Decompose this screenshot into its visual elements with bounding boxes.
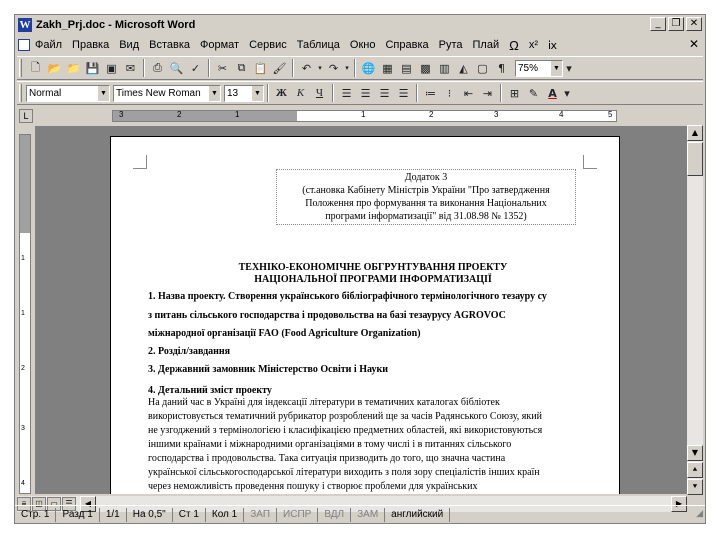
body-line: господарства і продовольства. Така ситуація призводить до того, що значна частина (148, 453, 506, 464)
zoom-combo[interactable] (515, 60, 563, 77)
doc-close-icon[interactable]: ✕ (688, 37, 699, 51)
menu-tools[interactable]: Сервис (249, 39, 287, 51)
zoom-dropdown-icon[interactable]: ▼ (550, 61, 562, 76)
status-page: Стр. 1 (15, 508, 56, 522)
prev-page-icon[interactable]: ⯅ (687, 462, 703, 478)
menu-help[interactable]: Справка (385, 39, 429, 51)
body-line: На даний час в Україні для індексації літератури в тематичних каталогах бібліотек (148, 397, 500, 408)
new-doc-icon[interactable]: 🗋 (31, 60, 40, 74)
status-ext[interactable]: ВДЛ (318, 508, 351, 522)
spelling-icon[interactable]: ✓ (190, 61, 201, 75)
menu-window[interactable]: Окно (349, 39, 376, 51)
document-page[interactable] (110, 136, 620, 494)
redo-icon[interactable]: ↷ (328, 61, 339, 75)
window-title: Zakh_Prj.doc - Microsoft Word (36, 18, 196, 31)
horizontal-ruler[interactable]: 3 2 1 1 2 3 4 5 (112, 110, 617, 122)
addendum-box (276, 169, 576, 225)
superscript-button[interactable]: x² (528, 39, 538, 51)
underline-icon[interactable]: Ч (315, 87, 324, 99)
copy-icon[interactable]: ⧉ (237, 61, 246, 74)
redo-dropdown-icon[interactable]: ▾ (345, 64, 349, 72)
status-rec[interactable]: ЗАП (244, 508, 277, 522)
body-line: іншими країнами і міжнародними організаціями в тому числі і в питаннях сільського (148, 439, 512, 450)
menu-view[interactable]: Вид (119, 39, 140, 51)
status-line: Ст 1 (173, 508, 206, 522)
zoom-value: 75% (518, 62, 539, 74)
web-view-icon[interactable]: ◫ (32, 497, 46, 511)
print-layout-icon[interactable]: ▭ (47, 497, 61, 511)
toolbar-grip[interactable] (19, 59, 22, 77)
toolbar-options-icon[interactable]: ▾ (564, 86, 570, 100)
email-icon[interactable]: ✉ (125, 61, 136, 75)
font-dropdown-icon[interactable]: ▼ (208, 86, 220, 101)
open-icon[interactable]: 📁 (66, 61, 81, 75)
increase-indent-icon[interactable]: ⇥ (482, 86, 493, 100)
vertical-ruler[interactable]: 1 1 2 3 4 (19, 134, 31, 494)
menu-format[interactable]: Формат (200, 39, 240, 51)
status-trk[interactable]: ИСПР (277, 508, 318, 522)
addendum-line-3: Положення про формування та виконання Національних (305, 198, 547, 209)
body-line: використовується тематичний рубрикатор розроблений ще за часів Радянського Союзу, який (148, 411, 542, 422)
drawing-icon[interactable]: ◭ (459, 61, 468, 75)
print-icon[interactable]: ⎙ (153, 61, 162, 74)
numbering-icon[interactable]: ≔ (425, 86, 436, 100)
restore-button[interactable]: ❐ (668, 17, 684, 31)
menu-file[interactable]: Файл (35, 39, 63, 51)
menu-plai[interactable]: Плай (472, 39, 500, 51)
addendum-line-2: (ст.ановка Кабінету Міністрів України "Про затвердження (302, 185, 550, 196)
style-value: Normal (29, 87, 62, 99)
document-icon[interactable] (18, 39, 30, 51)
align-left-icon[interactable]: ☰ (341, 86, 352, 100)
status-section: Разд 1 (56, 508, 99, 522)
align-right-icon[interactable]: ☰ (379, 86, 390, 100)
doc-title-line-2: НАЦІОНАЛЬНОЇ ПРОГРАМИ ІНФОРМАТИЗАЦІЇ (254, 274, 492, 285)
special-char-button[interactable]: ⅸ (547, 39, 557, 52)
doc-title-line-1: ТЕХНІКО-ЕКОНОМІЧНЕ ОБГРУНТУВАННЯ ПРОЕКТУ (238, 262, 508, 273)
menu-table[interactable]: Таблица (296, 39, 340, 51)
outline-view-icon[interactable]: ☰ (62, 497, 76, 511)
save-icon[interactable]: 💾 (85, 61, 100, 75)
scroll-up-icon[interactable]: ▲ (687, 125, 703, 141)
print-preview-icon[interactable]: 🔍 (169, 61, 184, 75)
scroll-right-icon[interactable]: ▶ (671, 496, 687, 512)
menu-edit[interactable]: Правка (72, 39, 110, 51)
align-center-icon[interactable]: ☰ (360, 86, 371, 100)
status-pages: 1/1 (100, 508, 127, 522)
body-line: не узгоджений з термінологією і класифікацією предметних областей, які використовуються (148, 425, 543, 436)
scroll-thumb[interactable] (687, 142, 703, 176)
section-1-line-3: міжнародної організації FAO (Food Agriculture Organization) (148, 328, 421, 339)
style-dropdown-icon[interactable]: ▼ (97, 86, 109, 101)
document-area[interactable] (35, 126, 687, 494)
cut-icon[interactable]: ✂ (217, 61, 228, 75)
font-value: Times New Roman (116, 87, 201, 99)
paste-icon[interactable]: 📋 (253, 61, 268, 75)
bold-icon[interactable]: Ж (276, 87, 287, 99)
borders-icon[interactable]: ⊞ (509, 86, 520, 100)
columns-icon[interactable]: ▥ (439, 61, 450, 75)
vertical-scrollbar[interactable] (687, 125, 703, 495)
body-paragraph (148, 396, 598, 494)
tab-selector[interactable]: L (19, 109, 33, 123)
formatting-toolbar (17, 81, 703, 105)
minimize-button[interactable]: _ (650, 17, 666, 31)
highlight-icon[interactable]: ✎ (528, 86, 539, 100)
document-map-icon[interactable]: ▢ (477, 61, 488, 75)
status-ovr[interactable]: ЗАМ (351, 508, 385, 522)
addendum-line-4: програми інформатизації" від 31.08.98 № 1352) (325, 211, 527, 222)
insert-excel-icon[interactable]: ▩ (420, 61, 431, 75)
close-button[interactable]: ✕ (686, 17, 702, 31)
permission-icon[interactable]: ▣ (106, 61, 117, 75)
decrease-indent-icon[interactable]: ⇤ (463, 86, 474, 100)
show-hide-icon[interactable]: ¶ (498, 61, 505, 75)
normal-view-icon[interactable]: ≡ (17, 497, 31, 511)
status-position: На 0,5" (127, 508, 173, 522)
tables-borders-icon[interactable]: ▦ (382, 61, 393, 75)
undo-dropdown-icon[interactable]: ▾ (318, 64, 322, 72)
standard-toolbar (17, 56, 703, 80)
ruler-row (17, 107, 703, 125)
section-3: 3. Державний замовник Міністерство Освіти і Науки (148, 364, 389, 375)
section-2: 2. Розділ/завдання (148, 346, 231, 357)
status-language[interactable]: английский (385, 508, 450, 522)
omega-symbol-button[interactable]: Ω (509, 37, 519, 53)
scroll-left-icon[interactable]: ◀ (80, 496, 96, 512)
body-line: через неможливість проведення пошуку і створює проблеми для українських (148, 481, 478, 492)
open-folder-icon[interactable]: 📂 (47, 61, 62, 75)
undo-icon[interactable]: ↶ (301, 61, 312, 75)
body-line: української сільськогосподарської літератури виходить з поля зору спеціалістів інших країн (148, 467, 540, 478)
italic-icon[interactable]: К (296, 87, 305, 99)
bullets-icon[interactable]: ⁝ (447, 86, 452, 100)
menu-insert[interactable]: Вставка (149, 39, 191, 51)
hyperlink-icon[interactable]: 🌐 (361, 61, 376, 75)
size-dropdown-icon[interactable]: ▼ (251, 86, 263, 101)
font-size-value: 13 (227, 87, 239, 99)
resize-grip-icon[interactable]: ◢ (696, 508, 703, 518)
word-app-icon[interactable]: W (19, 18, 31, 31)
section-1-line-2: з питань сільського господарства і продовольства на базі тезаурусу AGROVOC (148, 310, 506, 321)
insert-table-icon[interactable]: ▤ (401, 61, 412, 75)
scroll-down-icon[interactable]: ▼ (687, 445, 703, 461)
status-column: Кол 1 (206, 508, 244, 522)
section-1-line-1: 1. Назва проекту. Створення українського бібліографічного термінологічного тезауру су (148, 291, 547, 302)
word-window (14, 14, 706, 524)
next-page-icon[interactable]: ⯆ (687, 479, 703, 495)
font-combo[interactable] (113, 85, 221, 102)
style-combo[interactable] (26, 85, 110, 102)
justify-icon[interactable]: ☰ (398, 86, 409, 100)
addendum-line-1: Додаток 3 (404, 172, 448, 183)
status-bar (15, 505, 705, 523)
title-bar (15, 15, 705, 34)
help-icon[interactable]: ▾ (566, 61, 572, 75)
menu-ruta[interactable]: Рута (438, 39, 463, 51)
toolbar-grip-2[interactable] (19, 84, 22, 102)
font-size-combo[interactable] (224, 85, 264, 102)
format-painter-icon[interactable]: 🖌 (272, 61, 287, 75)
section-4-heading: 4. Детальний зміст проекту (148, 385, 272, 396)
menu-bar (15, 36, 705, 54)
font-color-icon[interactable]: A (548, 86, 557, 100)
